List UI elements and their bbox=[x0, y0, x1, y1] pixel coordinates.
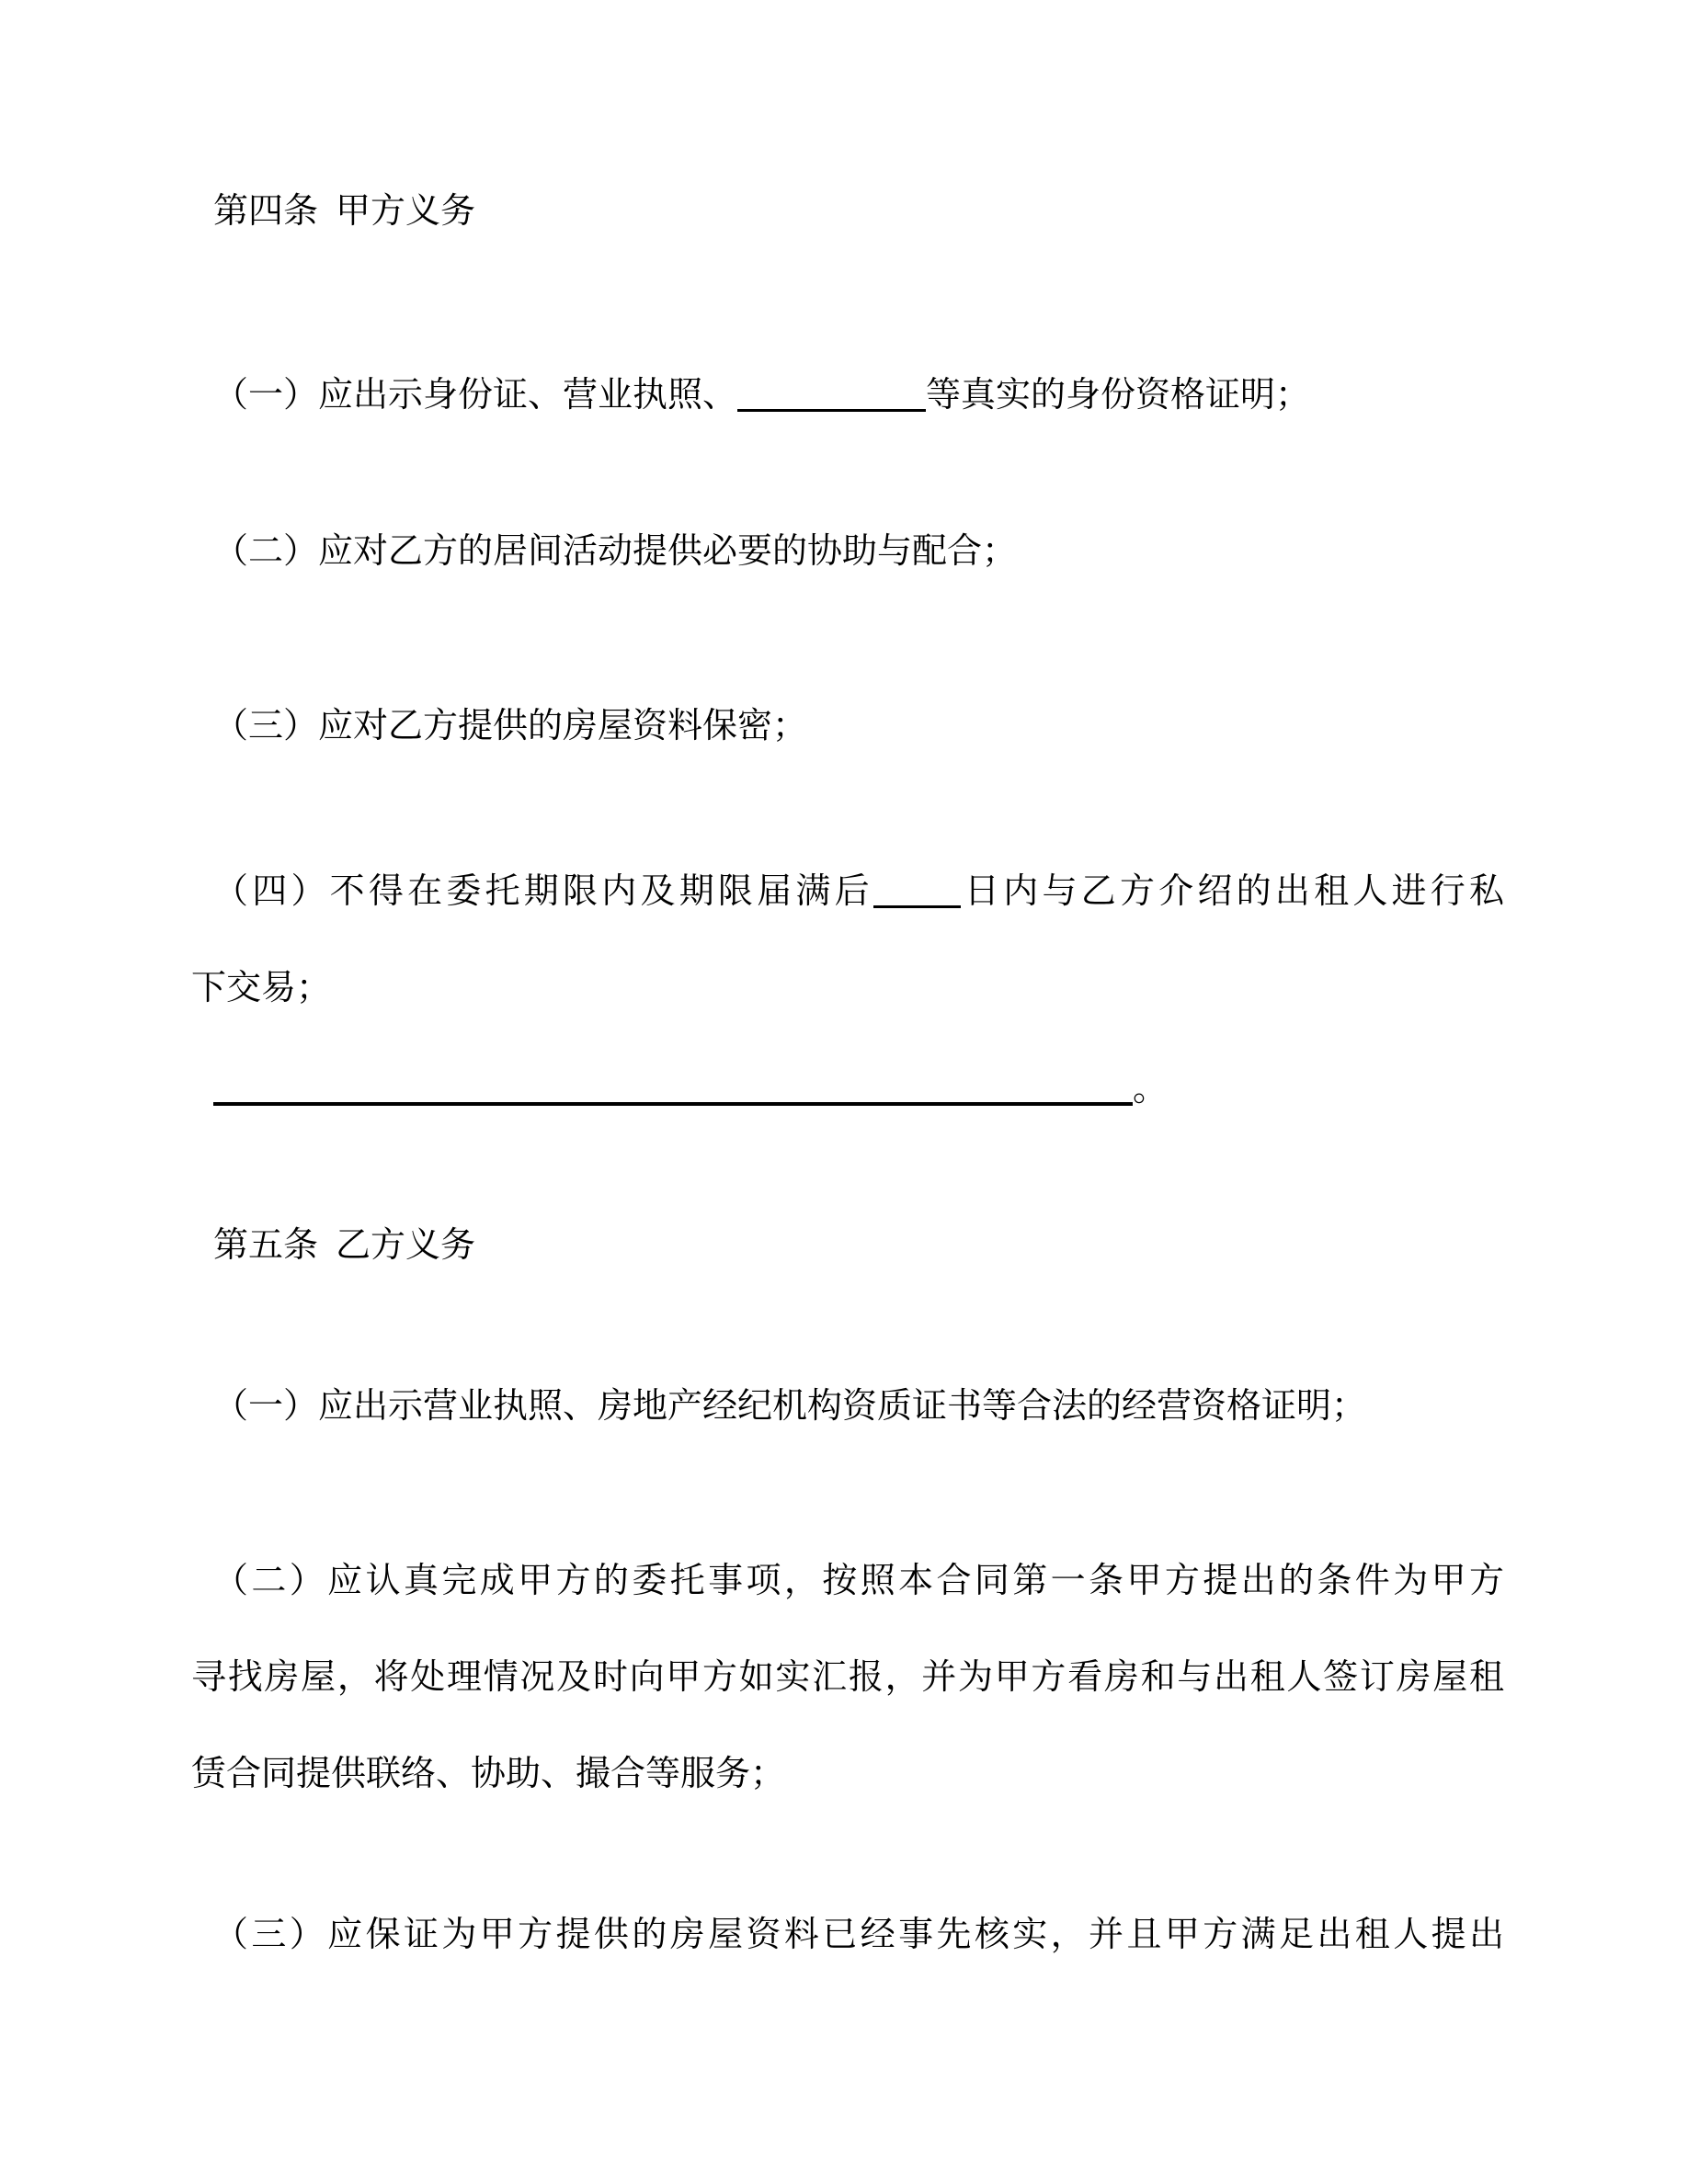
article4-item3: （三）应对乙方提供的房屋资料保密； bbox=[213, 707, 808, 745]
article5-item1: （一）应出示营业执照、房地产经纪机构资质证书等合法的经营资格证明； bbox=[213, 1387, 1367, 1426]
article4-item4-line1-pre: （四）不得在委托期限内及期限届满后 bbox=[213, 872, 873, 911]
article4-item4 bbox=[191, 844, 1504, 1037]
article5-item2-line2: 寻找房屋，将处理情况及时向甲方如实汇报，并为甲方看房和与出租人签订房屋租 bbox=[191, 1658, 1504, 1697]
article4-heading: 第四条 甲方义务 bbox=[213, 192, 476, 231]
article4-item5 bbox=[191, 1041, 1504, 1138]
article5-item3: （三）应保证为甲方提供的房屋资料已经事先核实，并且甲方满足出租人提出 bbox=[213, 1916, 1504, 1954]
article4-item2: （二）应对乙方的居间活动提供必要的协助与配合； bbox=[213, 532, 1018, 571]
blank-field-additional-terms bbox=[213, 1101, 1133, 1106]
article5-item2 bbox=[191, 1533, 1504, 1823]
article5-item2-line3: 赁合同提供联络、协助、撮合等服务； bbox=[191, 1755, 786, 1793]
article4-item1-text-post: 等真实的身份资格证明； bbox=[926, 376, 1311, 415]
blank-field-id-credential bbox=[737, 408, 926, 412]
article4-item1 bbox=[191, 347, 1504, 444]
article4-item1-text-pre: （一）应出示身份证、营业执照、 bbox=[213, 376, 738, 415]
article4-item5-period: 。 bbox=[1133, 1070, 1169, 1109]
article4-item4-line1-post: 日内与乙方介绍的出租人进行私 bbox=[960, 872, 1504, 911]
article4-item4-line2: 下交易； bbox=[191, 969, 332, 1007]
blank-field-days bbox=[873, 904, 961, 908]
article5-item2-line1: （二）应认真完成甲方的委托事项，按照本合同第一条甲方提出的条件为甲方 bbox=[213, 1562, 1504, 1600]
article5-heading: 第五条 乙方义务 bbox=[213, 1226, 476, 1265]
article4-item4-line1 bbox=[191, 844, 1504, 940]
